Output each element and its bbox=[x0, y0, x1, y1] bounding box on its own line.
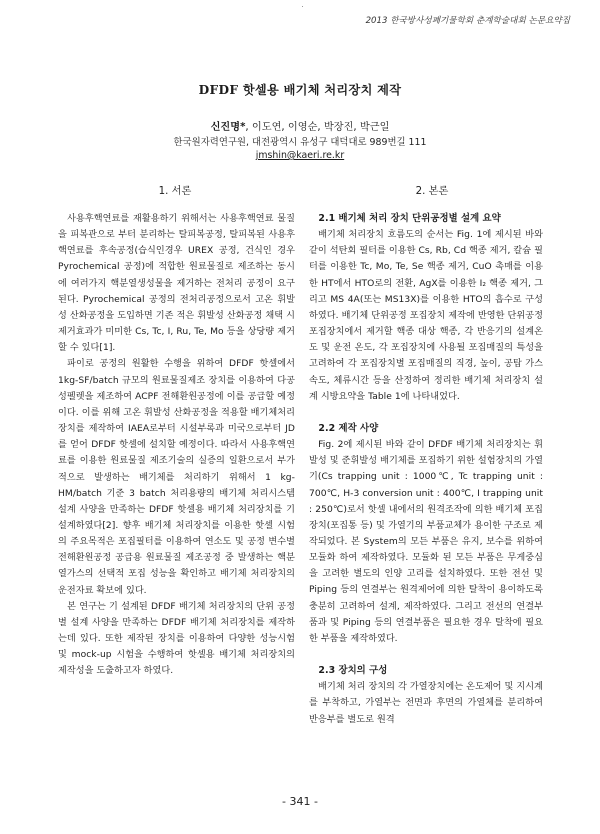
corresponding-mark: * bbox=[240, 122, 246, 133]
intro-paragraph-3: 본 연구는 기 설계된 DFDF 배기체 처리장치의 단위 공정별 설계 사양을 만족하는 DFDF 배기체 처리장치를 제작하는데 있다. 또한 제작된 장치를 이용하여 다양한 성능시험 및 mock-up 시험을 수행하여 핫셀용 배기체 처리장치의 제작성을 도출하고자 하였다. bbox=[58, 601, 295, 677]
author-line bbox=[0, 118, 600, 133]
right-column bbox=[309, 211, 543, 728]
intro-paragraph-1: 사용후핵연료를 재활용하기 위해서는 사용후핵연료 물질을 피복관으로 부터 분리하는 탈피복공정, 탈피복된 사용후핵연료를 후속공정(습식인경우 UREX 공정, 건식인 경우 Pyrochemical 공정)에 적합한 원료물질로 제조하는 동시에 여러가지 핵분열생성물을 제거하는 전처리 공정이 요구된다. Pyrochemical 공정의 전처리공정으로서 고온 휘발성 산화공정을 도입하면 기존 적은 휘발성 산화공정 채택 시 제거효과가 미미한 Cs, Tc, I, Ru, Te, Mo 등을 상당량 제거할 수 있다[1]. bbox=[58, 214, 295, 354]
scan-speck bbox=[302, 6, 303, 7]
body-paragraph-2-3: 배기체 처리 장치의 각 가열장치에는 온도제어 및 지시계를 부착하고, 가열부는 전면과 후면의 가열체를 분리하여 반응부를 별도로 원격 bbox=[309, 682, 543, 725]
section-heading-body: 2. 본론 bbox=[415, 186, 449, 197]
body-paragraph-2-1: 배기체 처리장치 흐름도의 순서는 Fig. 1에 제시된 바와 같이 석탄회 필터를 이용한 Cs, Rb, Cd 핵종 제거, 칼슘 필터를 이용한 Tc, Mo, Te, Se 핵종 제거, CuO 촉매를 이용한 HT에서 HTO로의 전환, AgX를 이용한 I₂ 핵종 제거, 그리고 MS 4A(또는 MS13X)를 이용한 HTO의 흡수로 구성하였다. 배기체 단위공정 포집장치 제작에 반영한 단위공정 포집장치에서 제거할 핵종 대상 핵종, 각 반응기의 설계온도 및 운전 온도, 각 포집장치에 사용될 포집매질의 특성을 고려하여 각 포집장치별 포집매질의 직경, 높이, 공탑 가스속도, 체류시간 등을 산정하여 정리한 배기체 처리장치 설계 시방요약을 Table 1에 나타내었다. bbox=[309, 230, 543, 402]
body-paragraph-2-2: Fig. 2에 제시된 바와 같이 DFDF 배기체 처리장치는 휘발성 및 준휘발성 배기체를 포집하기 위한 설험장치의 가열기(Cs trapping unit : 1000℃, Tc trapping unit : 700℃, H-3 conversion unit : 400℃, I trapping unit : 250℃)로서 핫셀 내에서의 원격조작에 의한 배기체 포집장치(포집통 등) 및 가열기의 부품교체가 용이한 구조로 제작되었다. 본 System의 모든 부품은 유지, 보수를 위하여 모듈화 하여 제작하였다. 모듈화 된 모든 부품은 무게중심을 고려한 별도의 인양 고리를 설치하였다. 또한 전선 및 Piping 등의 연결부는 원격제어에 의한 탈착이 용이하도록 충분히 고려하여 설계, 제작하였다. 그리고 전선의 연결부품과 및 Piping 등의 연결부품은 필요한 경우 탈착에 필요한 부품을 제작하였다. bbox=[309, 440, 543, 644]
intro-paragraph-2: 파이로 공정의 원활한 수행을 위하여 DFDF 핫셀에서 1kg-SF/batch 규모의 원료물질제조 장치를 이용하여 다공성펠렛을 제조하여 ACPF 전해환원공정에 이를 공급할 예정이다. 이를 위해 고온 휘발성 산화공정을 적용할 배기체처리장치를 제작하여 IAEA로부터 시설부록과 미국으로부터 JD를 얻어 DFDF 핫셀에 설치할 예정이다. 따라서 사용후핵연료를 이용한 원료물질 제조기술의 실증의 일환으로서 부가적으로 발생하는 배기체를 처리하기 위해서 1 kg-HM/batch 기준 3 batch 처리용량의 배기체 처리시스템 설계 사양을 만족하는 DFDF 핫셀용 배기체 처리장치를 기 설계하였다[2]. 향후 배기체 처리장치를 이용한 핫셀 시험의 주요목적은 포집필터를 이용하여 연소도 및 공정 변수별 전해환원공정 공급용 원료물질 제조공정 중 발생하는 핵분열가스의 선택적 포집 성능을 확인하고 배기체 처리장치의 운전자료 확보에 있다. bbox=[58, 359, 295, 596]
affiliation: 한국원자력연구원, 대전광역시 유성구 대덕대로 989번길 111 bbox=[173, 137, 427, 148]
page-number: - 341 - bbox=[282, 795, 318, 808]
section-heading-intro: 1. 서론 bbox=[158, 186, 192, 197]
subsection-heading-2-3: 2.3 장치의 구성 bbox=[318, 665, 388, 677]
co-authors: , 이도연, 이영순, 박장진, 박근일 bbox=[245, 122, 390, 133]
left-column bbox=[58, 211, 295, 680]
subsection-heading-2-1: 2.1 배기체 처리 장치 단위공정별 설계 요약 bbox=[318, 213, 501, 224]
email-link[interactable]: jmshin@kaeri.re.kr bbox=[255, 150, 345, 161]
lead-author: 신진명 bbox=[210, 122, 241, 133]
subsection-heading-2-2: 2.2 제작 사양 bbox=[318, 422, 379, 434]
paper-title: DFDF 핫셀용 배기체 처리장치 제작 bbox=[198, 83, 402, 97]
proceedings-header: 2013 한국방사성폐기물학회 춘계학술대회 논문요약집 bbox=[365, 16, 570, 26]
